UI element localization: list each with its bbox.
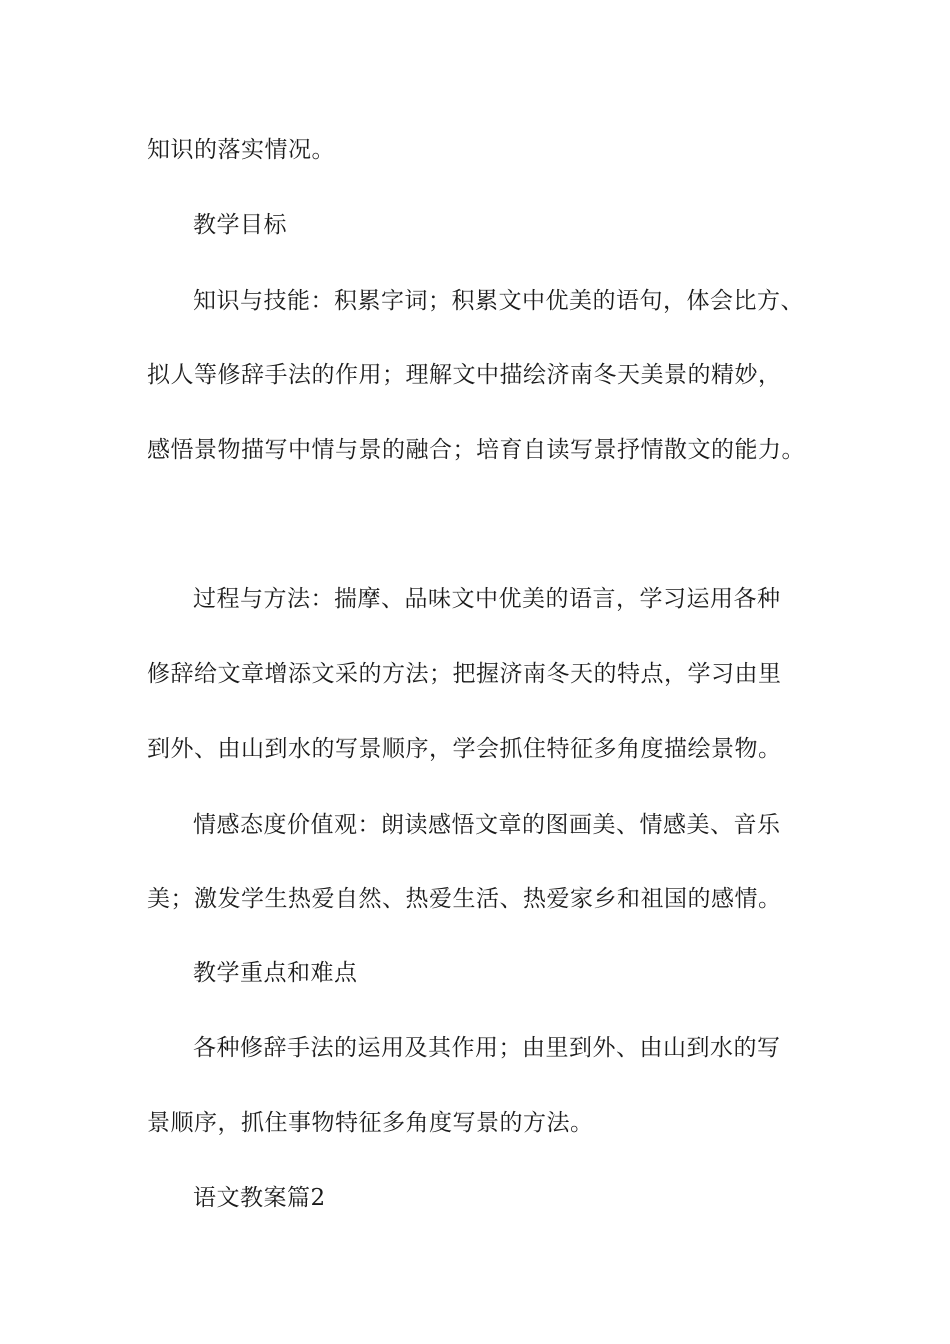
text-line: 过程与方法：揣摩、品味文中优美的语言，学习运用各种 <box>193 586 781 612</box>
text-line: 景顺序，抓住事物特征多角度写景的方法。 <box>147 1110 594 1136</box>
text-line: 知识的落实情况。 <box>147 137 335 163</box>
section-heading: 教学重点和难点 <box>193 960 358 986</box>
section-heading: 语文教案篇2 <box>193 1185 326 1211</box>
section-heading: 教学目标 <box>193 212 287 238</box>
text-line: 拟人等修辞手法的作用；理解文中描绘济南冬天美景的精妙， <box>147 362 782 388</box>
text-line: 修辞给文章增添文采的方法；把握济南冬天的特点，学习由里 <box>147 661 782 687</box>
text-line: 各种修辞手法的运用及其作用；由里到外、由山到水的写 <box>193 1035 781 1061</box>
text-line: 到外、由山到水的写景顺序，学会抓住特征多角度描绘景物。 <box>147 736 782 762</box>
text-line: 美；激发学生热爱自然、热爱生活、热爱家乡和祖国的感情。 <box>147 886 782 912</box>
text-line: 情感态度价值观：朗读感悟文章的图画美、情感美、音乐 <box>193 812 781 838</box>
text-line: 感悟景物描写中情与景的融合；培育自读写景抒情散文的能力。 <box>147 437 805 463</box>
text-line: 知识与技能：积累字词；积累文中优美的语句，体会比方、 <box>193 288 804 314</box>
